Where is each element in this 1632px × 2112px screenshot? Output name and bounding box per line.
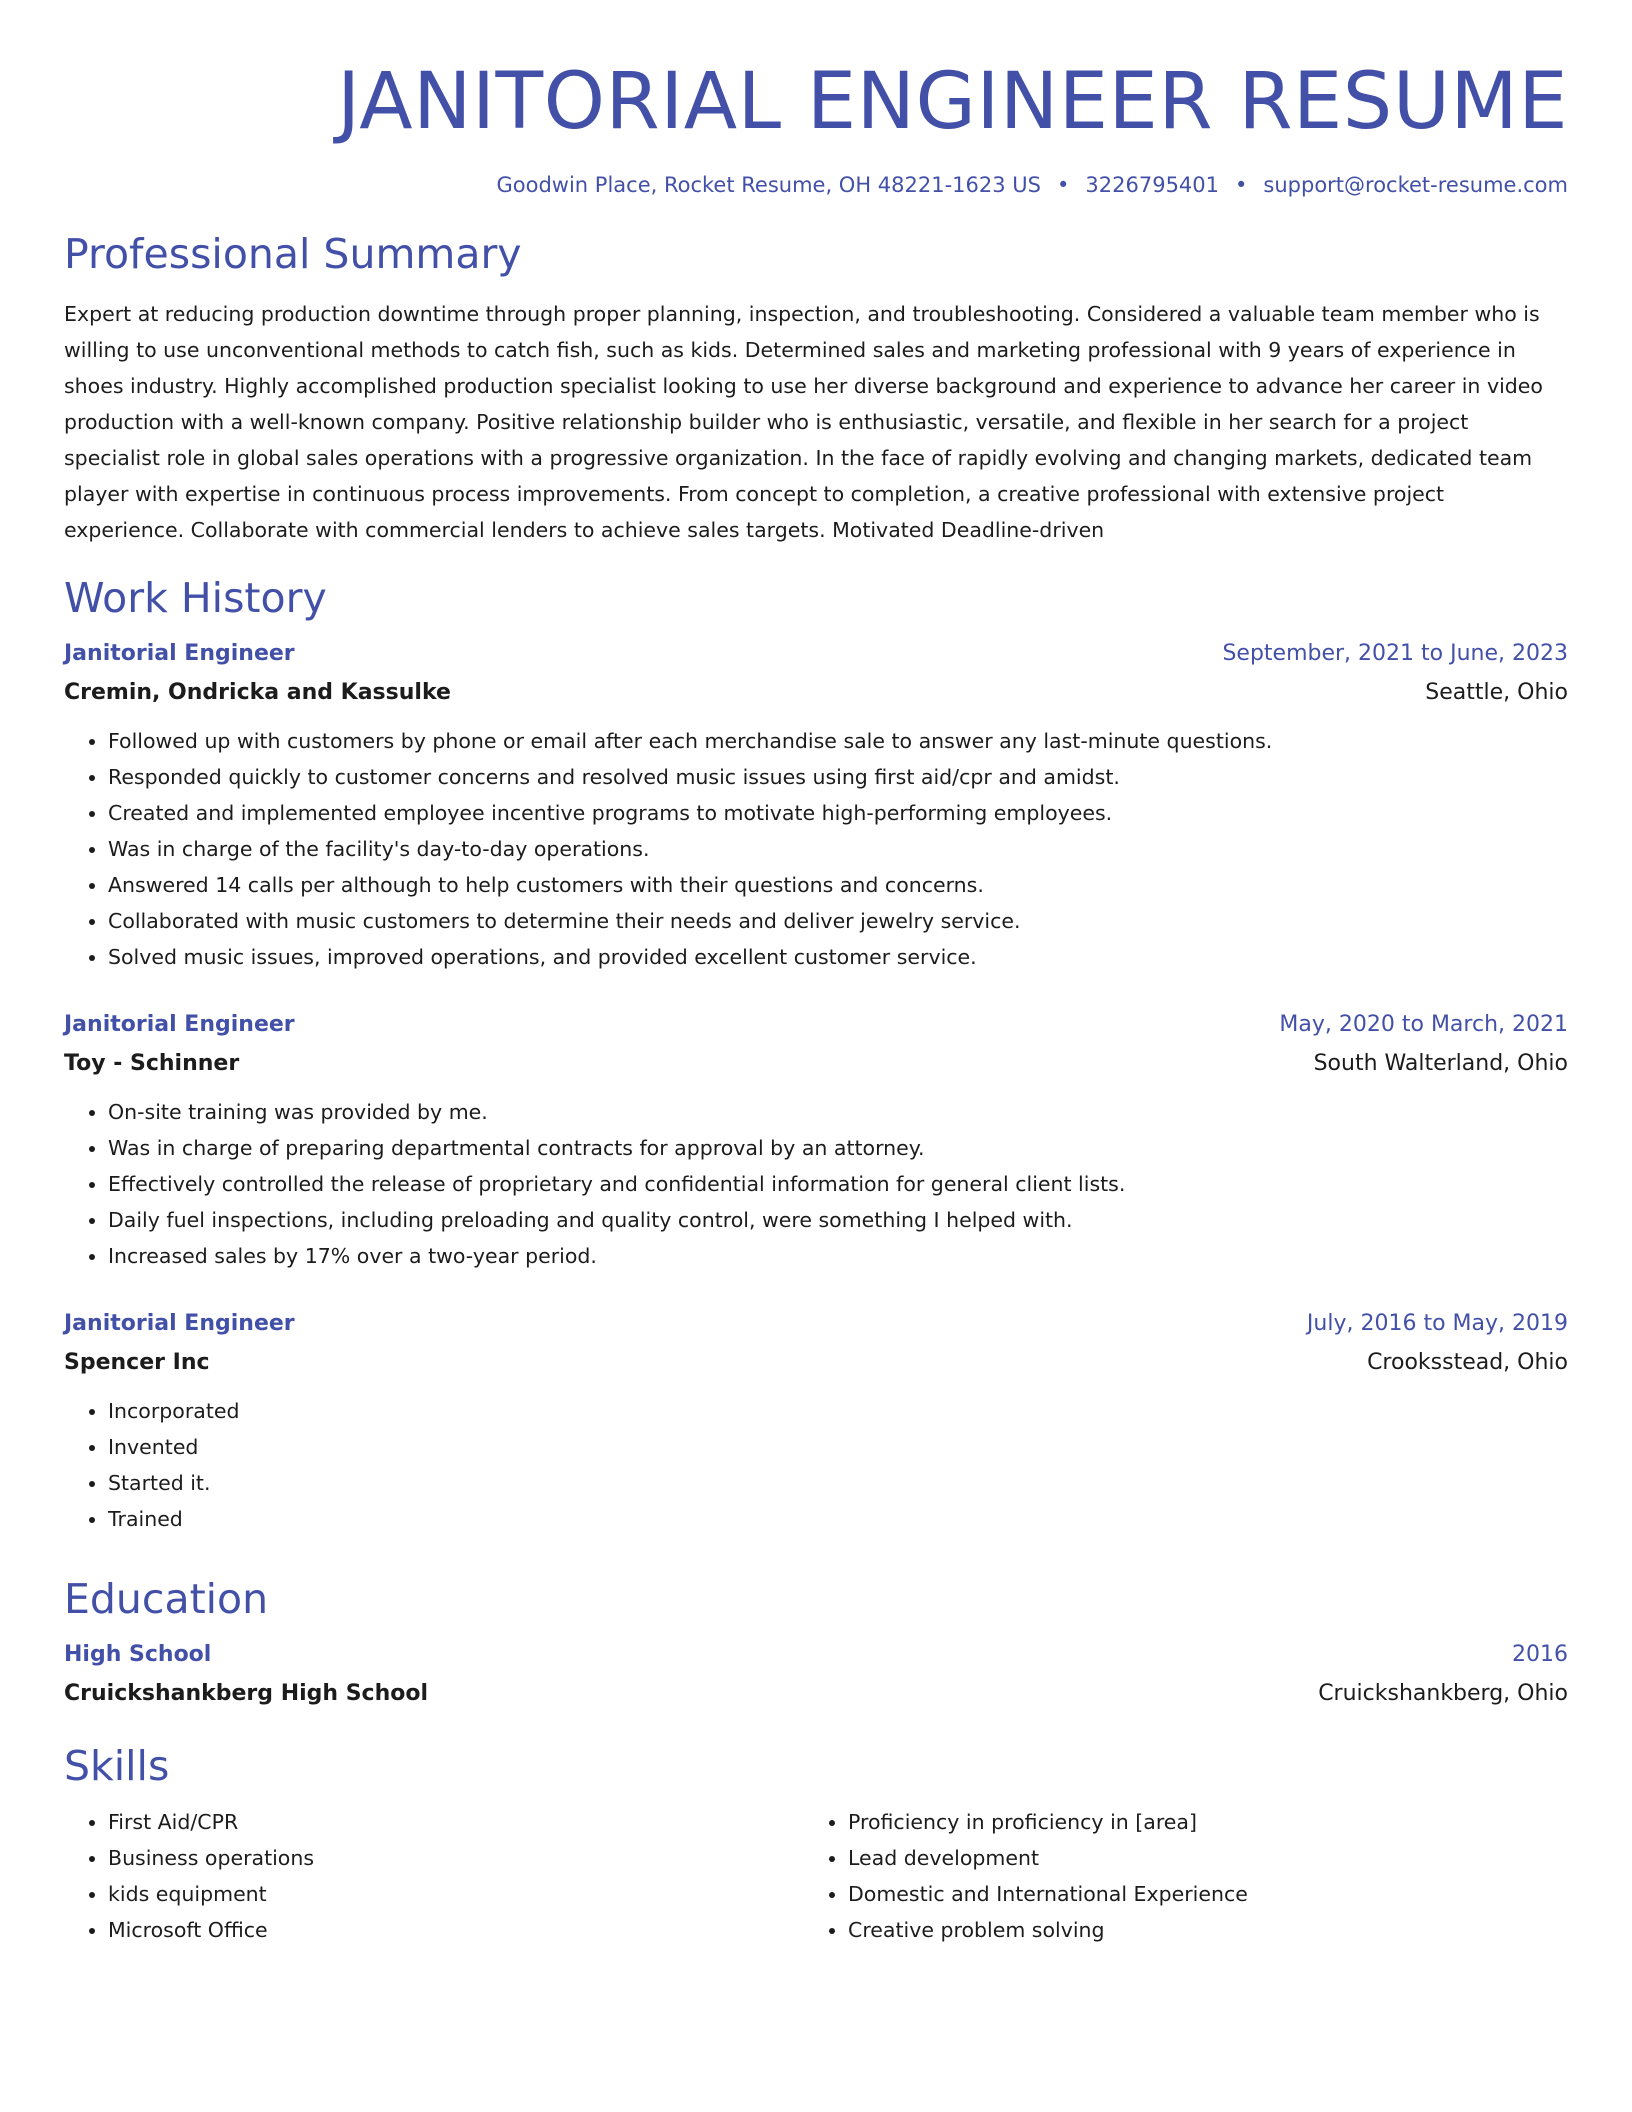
contact-phone: 3226795401 (1085, 173, 1220, 197)
contact-separator: • (1235, 173, 1248, 197)
job-duty: • Trained (108, 1501, 1568, 1537)
job-location: Seattle, Ohio (1425, 680, 1568, 705)
job-duties-list (64, 1094, 1568, 1274)
skill-item: • Lead development (848, 1840, 1544, 1876)
job-duty: • Incorporated (108, 1393, 1568, 1429)
work-history-heading: Work History (64, 574, 327, 622)
job-role: Janitorial Engineer (64, 1311, 295, 1336)
job-duty: • Was in charge of preparing departmental contracts for approval by an attorney. (108, 1130, 1568, 1166)
job-duty: • Solved music issues, improved operations, and provided excellent customer service. (108, 939, 1568, 975)
job-location: South Walterland, Ohio (1313, 1051, 1568, 1076)
skills-grid (64, 1804, 1568, 1948)
skill-item: • Creative problem solving (848, 1912, 1544, 1948)
job-duty: • On-site training was provided by me. (108, 1094, 1568, 1130)
skills-column-left (64, 1804, 804, 1948)
skill-item: • Proficiency in proficiency in [area] (848, 1804, 1544, 1840)
job-duty: • Collaborated with music customers to determine their needs and deliver jewelry service. (108, 903, 1568, 939)
job-duty: • Was in charge of the facility's day-to-day operations. (108, 831, 1568, 867)
job-entry (64, 638, 1568, 975)
job-duty: • Responded quickly to customer concerns and resolved music issues using first aid/cpr and amidst. (108, 759, 1568, 795)
contact-separator: • (1057, 173, 1070, 197)
job-entry (64, 1009, 1568, 1274)
contact-address: Goodwin Place, Rocket Resume, OH 48221-1623 US (496, 173, 1042, 197)
skills-list (64, 1804, 804, 1948)
job-duty: • Followed up with customers by phone or email after each merchandise sale to answer any last-minute questions. (108, 723, 1568, 759)
job-duty: • Effectively controlled the release of proprietary and confidential information for general client lists. (108, 1166, 1568, 1202)
skill-item: • Business operations (108, 1840, 804, 1876)
education-entry (64, 1639, 1568, 1710)
job-duty: • Started it. (108, 1465, 1568, 1501)
education-school: Cruickshankberg High School (64, 1681, 429, 1706)
job-duty: • Increased sales by 17% over a two-year period. (108, 1238, 1568, 1274)
job-entry (64, 1308, 1568, 1537)
education-location: Cruickshankberg, Ohio (1318, 1681, 1568, 1706)
job-company: Cremin, Ondricka and Kassulke (64, 680, 451, 705)
job-role: Janitorial Engineer (64, 1012, 295, 1037)
education-year: 2016 (1512, 1642, 1568, 1667)
contact-email[interactable]: support@rocket-resume.com (1263, 173, 1568, 197)
skill-item: • Domestic and International Experience (848, 1876, 1544, 1912)
skills-list (804, 1804, 1544, 1948)
job-duty: • Invented (108, 1429, 1568, 1465)
job-company: Spencer Inc (64, 1350, 210, 1375)
job-role: Janitorial Engineer (64, 641, 295, 666)
job-duty: • Daily fuel inspections, including preloading and quality control, were something I helped with. (108, 1202, 1568, 1238)
job-duties-list (64, 1393, 1568, 1537)
job-dates: May, 2020 to March, 2021 (1279, 1012, 1568, 1037)
job-company: Toy - Schinner (64, 1051, 240, 1076)
resume-title: JANITORIAL ENGINEER RESUME (337, 57, 1568, 147)
job-duties-list (64, 723, 1568, 975)
education-heading: Education (64, 1575, 269, 1623)
summary-text: Expert at reducing production downtime through proper planning, inspection, and troubleshooting. Considered a valuable team member who is willing to use unconventional methods to catch fish, such as kids. Determined sales and marketing professional with 9 years of experience in shoes industry. Highly accomplished production specialist looking to use her diverse background and experience to advance her career in video production with a well-known company. Positive relationship builder who is enthusiastic, versatile, and flexible in her search for a project specialist role in global sales operations with a progressive organization. In the face of rapidly evolving and changing markets, dedicated team player with expertise in continuous process improvements. From concept to completion, a creative professional with extensive project experience. Collaborate with commercial lenders to achieve sales targets. Motivated Deadline-driven (64, 302, 1543, 542)
summary-heading: Professional Summary (64, 230, 522, 278)
job-dates: July, 2016 to May, 2019 (1306, 1311, 1568, 1336)
skills-column-right (804, 1804, 1544, 1948)
contact-line (64, 170, 1568, 200)
skills-heading: Skills (64, 1742, 170, 1790)
job-duty: • Created and implemented employee incentive programs to motivate high-performing employees. (108, 795, 1568, 831)
job-location: Crooksstead, Ohio (1367, 1350, 1568, 1375)
skill-item: • Microsoft Office (108, 1912, 804, 1948)
job-duty: • Answered 14 calls per although to help customers with their questions and concerns. (108, 867, 1568, 903)
skill-item: • First Aid/CPR (108, 1804, 804, 1840)
job-dates: September, 2021 to June, 2023 (1222, 641, 1568, 666)
skill-item: • kids equipment (108, 1876, 804, 1912)
education-degree: High School (64, 1642, 212, 1667)
